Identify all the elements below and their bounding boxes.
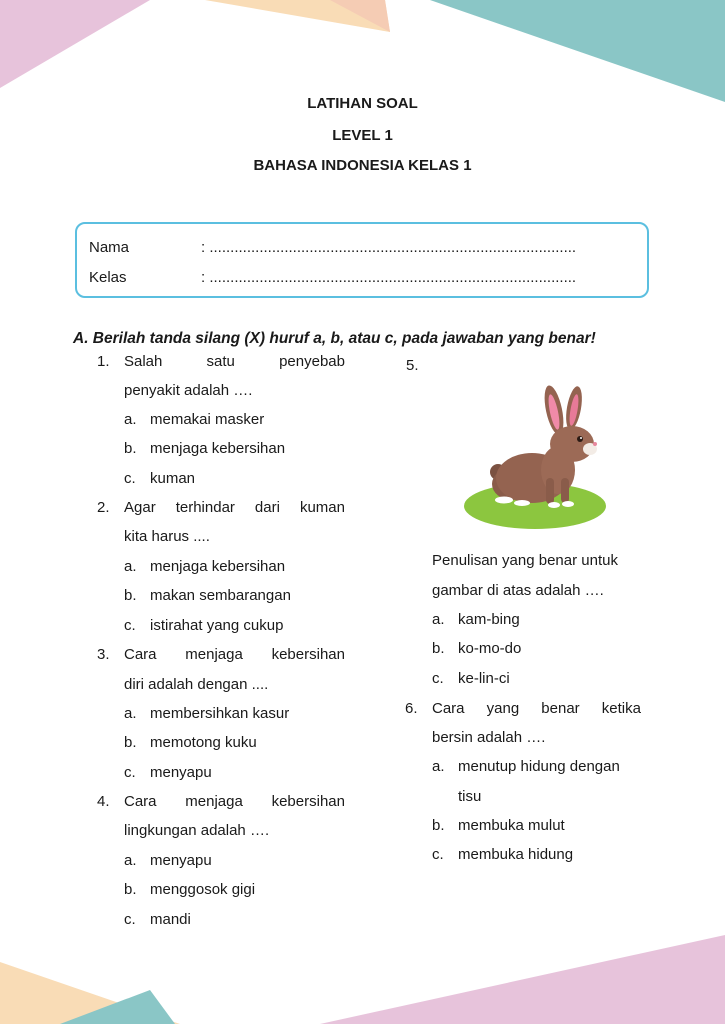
option-text[interactable]: menjaga kebersihan bbox=[150, 558, 286, 575]
class-label: Kelas bbox=[89, 269, 127, 286]
question-text: Cara yang benar ketika bbox=[432, 700, 641, 717]
worksheet-level: LEVEL 1 bbox=[332, 127, 393, 144]
option-letter[interactable]: c. bbox=[432, 670, 444, 687]
rabbit-illustration bbox=[462, 380, 608, 532]
question-text: Salah satu penyebab bbox=[124, 353, 345, 370]
option-text[interactable]: menjaga kebersihan bbox=[150, 440, 286, 457]
option-text[interactable]: menyapu bbox=[150, 764, 212, 781]
question-text: Cara menjaga kebersihan bbox=[124, 793, 345, 810]
question-text: bersin adalah …. bbox=[432, 729, 546, 746]
option-text[interactable]: memotong kuku bbox=[150, 734, 257, 751]
question-text: Agar terhindar dari kuman bbox=[124, 499, 345, 516]
worksheet-subject: BAHASA INDONESIA KELAS 1 bbox=[253, 157, 472, 174]
option-text[interactable]: menutup hidung dengan bbox=[458, 758, 620, 775]
question-text: gambar di atas adalah …. bbox=[432, 582, 604, 599]
option-letter[interactable]: c. bbox=[432, 846, 444, 863]
question-number: 5. bbox=[406, 357, 419, 374]
question-number: 4. bbox=[97, 793, 110, 810]
option-text[interactable]: kam-bing bbox=[458, 611, 520, 628]
option-letter[interactable]: c. bbox=[124, 470, 136, 487]
name-label: Nama bbox=[89, 239, 130, 256]
option-text[interactable]: membersihkan kasur bbox=[150, 705, 290, 722]
question-number: 3. bbox=[97, 646, 110, 663]
option-letter[interactable]: b. bbox=[432, 817, 445, 834]
option-letter[interactable]: c. bbox=[124, 617, 136, 634]
option-text[interactable]: makan sembarangan bbox=[150, 587, 291, 604]
option-letter[interactable]: a. bbox=[432, 611, 445, 628]
option-letter[interactable]: a. bbox=[124, 558, 137, 575]
option-text[interactable]: tisu bbox=[458, 788, 482, 805]
question-text: kita harus .... bbox=[124, 528, 210, 545]
name-field[interactable]: : ........................................................................................ bbox=[201, 239, 577, 256]
option-letter[interactable]: a. bbox=[124, 411, 137, 428]
option-letter[interactable]: c. bbox=[124, 764, 136, 781]
option-text[interactable]: mandi bbox=[150, 911, 191, 928]
question-number: 2. bbox=[97, 499, 110, 516]
option-text[interactable]: kuman bbox=[150, 470, 196, 487]
option-text[interactable]: istirahat yang cukup bbox=[150, 617, 284, 634]
question-text: penyakit adalah …. bbox=[124, 382, 253, 399]
option-letter[interactable]: b. bbox=[124, 881, 137, 898]
option-text[interactable]: menyapu bbox=[150, 852, 212, 869]
question-text: diri adalah dengan .... bbox=[124, 676, 269, 693]
worksheet-title: LATIHAN SOAL bbox=[307, 95, 418, 112]
option-text[interactable]: memakai masker bbox=[150, 411, 265, 428]
option-letter[interactable]: a. bbox=[432, 758, 445, 775]
question-number: 6. bbox=[405, 700, 418, 717]
option-letter[interactable]: b. bbox=[432, 640, 445, 657]
option-letter[interactable]: b. bbox=[124, 587, 137, 604]
option-text[interactable]: membuka mulut bbox=[458, 817, 565, 834]
question-number: 1. bbox=[97, 353, 110, 370]
question-text: lingkungan adalah …. bbox=[124, 822, 270, 839]
option-letter[interactable]: b. bbox=[124, 734, 137, 751]
option-text[interactable]: membuka hidung bbox=[458, 846, 574, 863]
section-a-instruction: A. Berilah tanda silang (X) huruf a, b, atau c, pada jawaban yang benar! bbox=[73, 330, 596, 347]
option-letter[interactable]: a. bbox=[124, 852, 137, 869]
class-field[interactable]: : ........................................................................................ bbox=[201, 269, 577, 286]
option-text[interactable]: ko-mo-do bbox=[458, 640, 522, 657]
option-letter[interactable]: c. bbox=[124, 911, 136, 928]
option-text[interactable]: ke-lin-ci bbox=[458, 670, 510, 687]
option-letter[interactable]: a. bbox=[124, 705, 137, 722]
question-text: Cara menjaga kebersihan bbox=[124, 646, 345, 663]
option-text[interactable]: menggosok gigi bbox=[150, 881, 256, 898]
option-letter[interactable]: b. bbox=[124, 440, 137, 457]
identity-box bbox=[75, 222, 649, 298]
question-text: Penulisan yang benar untuk bbox=[432, 552, 618, 569]
